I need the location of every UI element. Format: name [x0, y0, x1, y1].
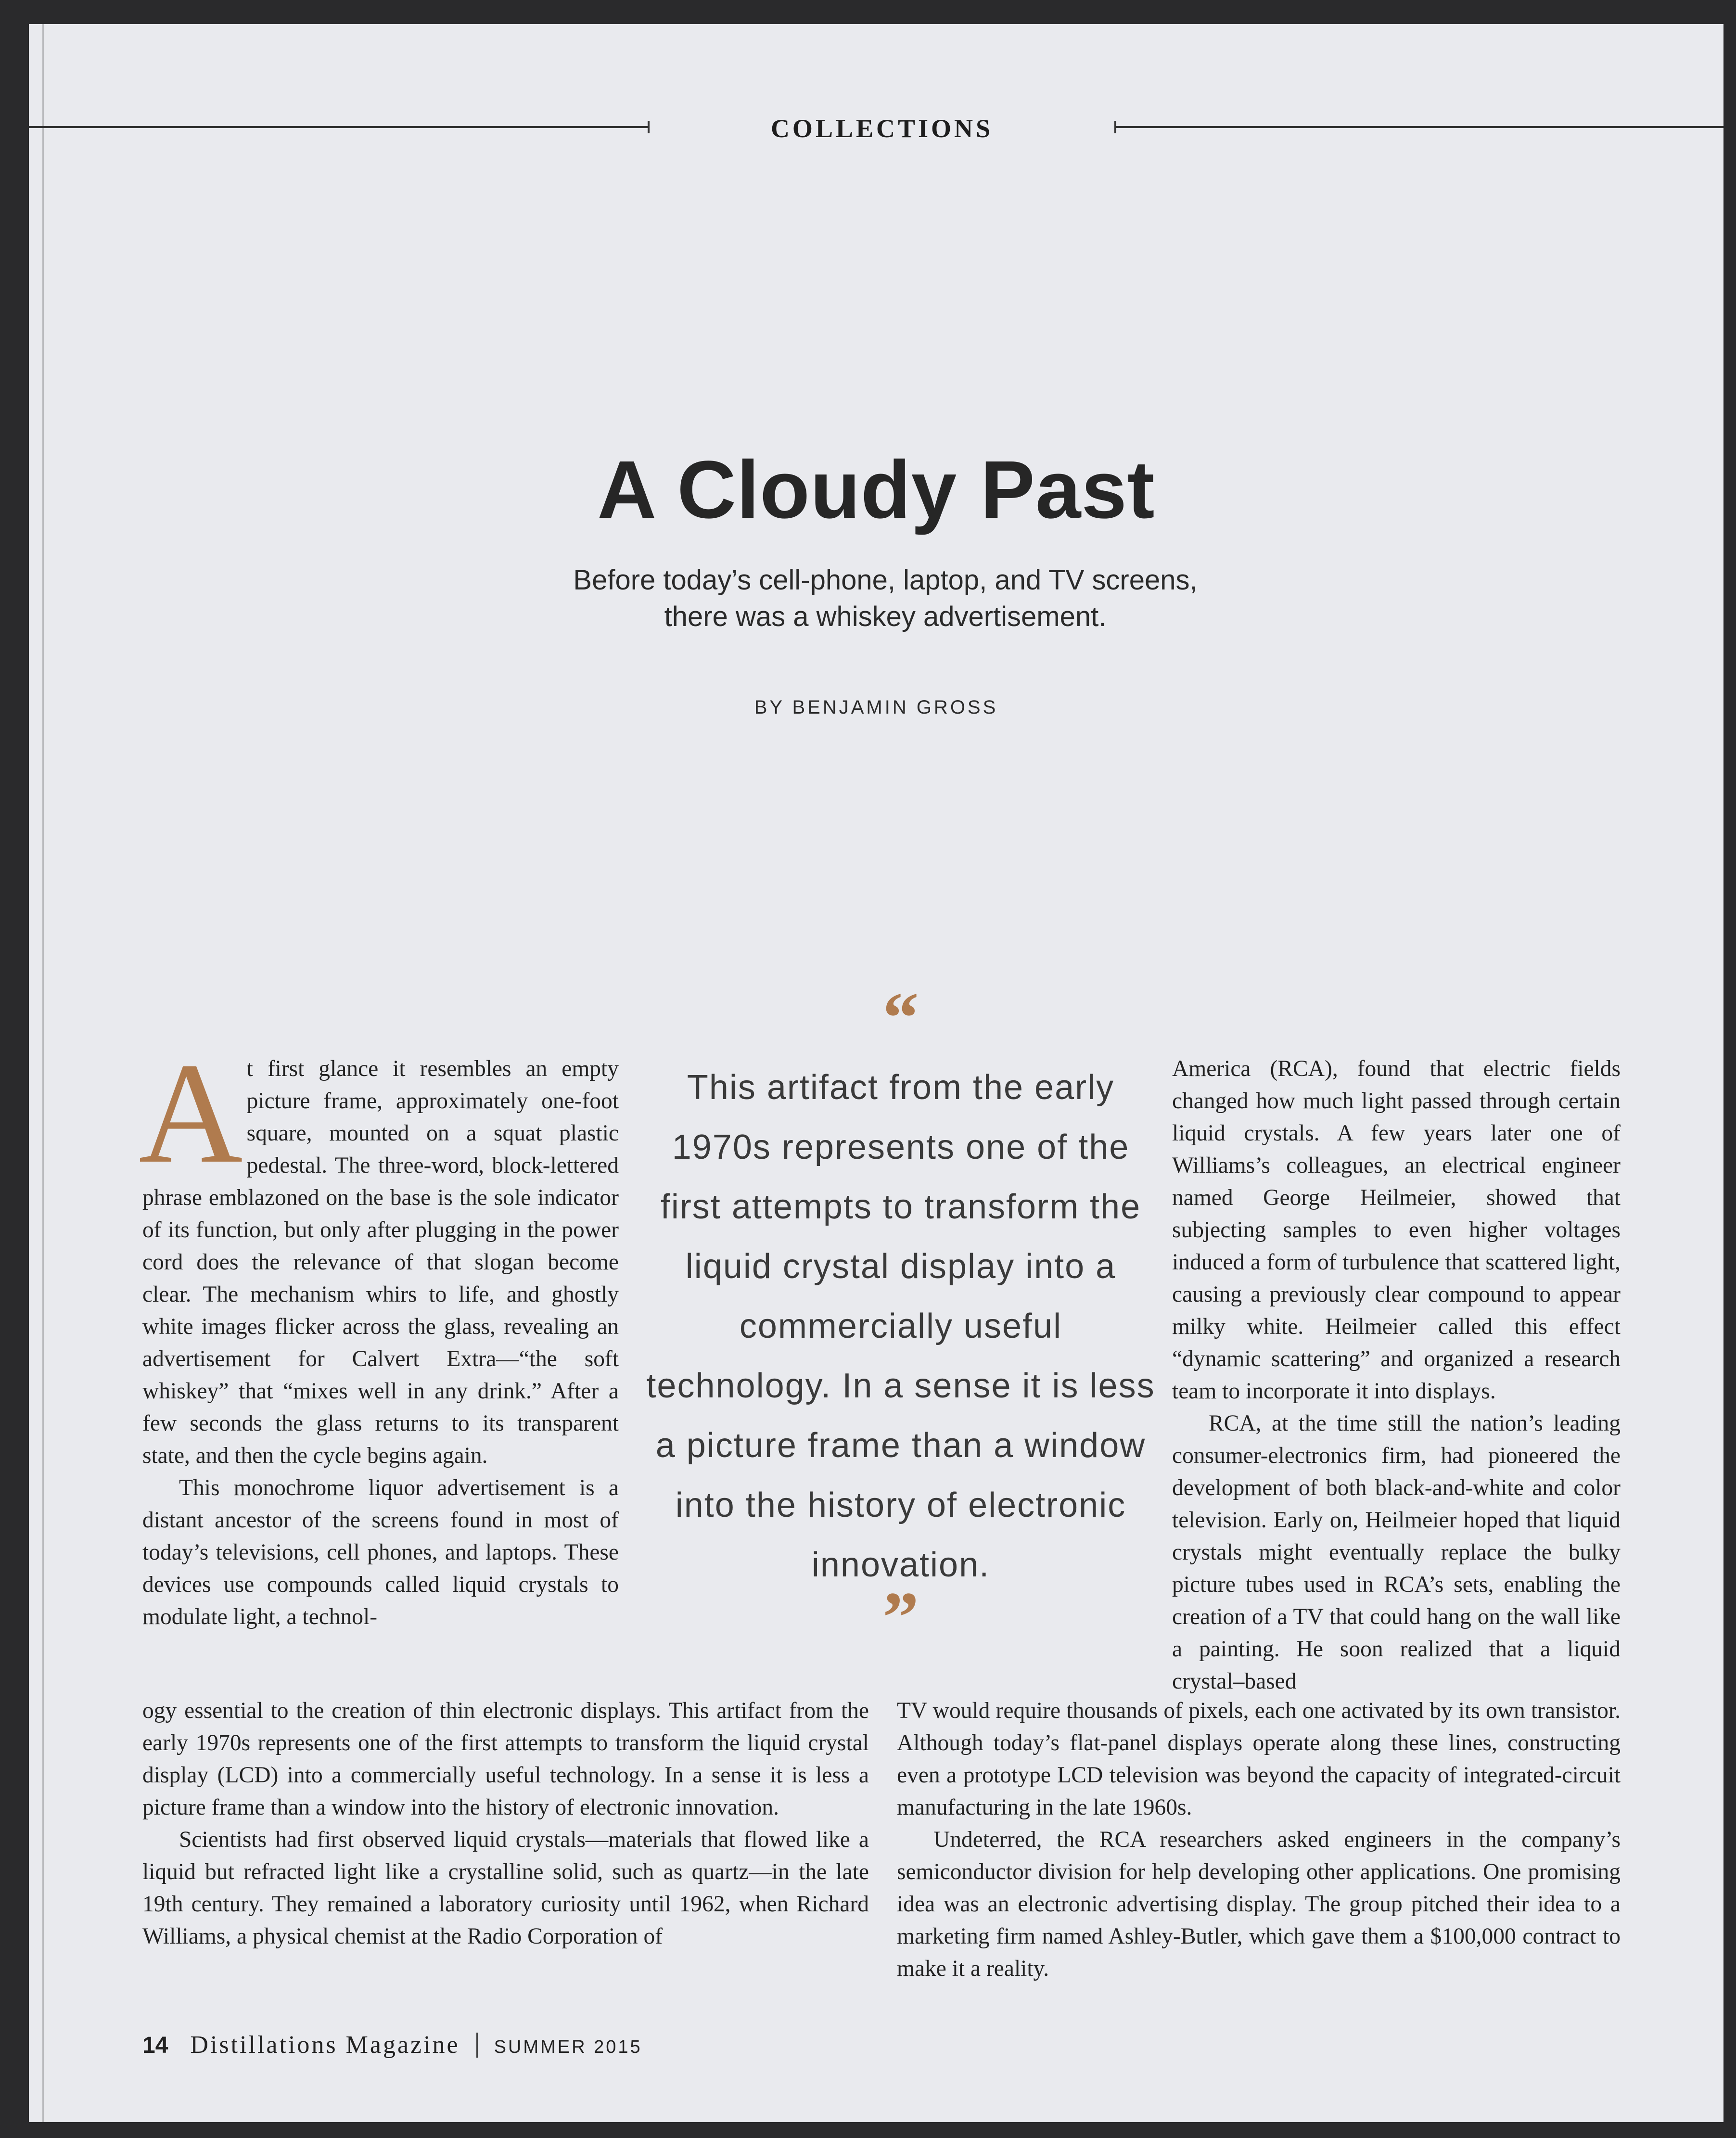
subtitle-line-2: there was a whiskey advertisement. — [664, 601, 1107, 632]
pullquote-close-mark: ” — [882, 1577, 919, 1657]
paragraph-4-continued: TV would require thousands of pixels, each one activated by its own transistor. Although today’s flat-panel displays operate along these lines, constructing even a prototype LCD television was beyond the capacity of integrated-circuit manufacturing in the late 1960s. — [897, 1698, 1621, 1820]
right-wide-column — [897, 1695, 1621, 1985]
byline: BY BENJAMIN GROSS — [754, 697, 998, 718]
page-edge — [42, 24, 44, 2122]
magazine-name: Distillations Magazine — [190, 2031, 460, 2059]
paragraph-2-start: This monochrome liquor advertisement is a distant ancestor of the screens found in most of today’s televisions, cell phones, and laptops. These devices use compounds called liquid crystals to modulate light, a technol- — [142, 1475, 619, 1629]
drop-cap: A — [139, 1033, 243, 1193]
paragraph-3-continued: America (RCA), found that electric fields changed how much light passed through certain liquid crystals. A few years later one of Williams’s colleagues, an electrical engineer named George Heilmeier, showed that subjecting samples to even higher voltages induced a form of turbulence that scattered light, causing a previously clear compound to appear milky white. Heilmeier called this effect “dynamic scattering” and organized a research team to incorporate it into displays. — [1172, 1056, 1621, 1404]
header-rule-left — [29, 126, 650, 128]
header-rule-right-tick — [1114, 121, 1116, 133]
left-column — [139, 1033, 619, 1633]
footer-divider — [476, 2033, 478, 2058]
pullquote-open-mark: “ — [882, 978, 919, 1058]
section-label: COLLECTIONS — [770, 114, 994, 143]
magazine-page — [29, 24, 1723, 2122]
paragraph-5: Undeterred, the RCA researchers asked engineers in the company’s semiconductor division for help developing other applications. One promising idea was an electronic advertising display. The group pitched their idea to a marketing firm named Ashley-Butler, which gave them a $100,000 contract to make it a reality. — [897, 1827, 1621, 1981]
subtitle-line-1: Before today’s cell-phone, laptop, and TV screens, — [573, 564, 1198, 596]
left-wide-column — [142, 1695, 869, 1953]
paragraph-3-start: Scientists had first observed liquid crystals—materials that flowed like a liquid but refracted light like a crystalline solid, such as quartz—in the late 19th century. They remained a laboratory curiosity until 1962, when Richard Williams, a physical chemist at the Radio Corporation of — [142, 1827, 869, 1949]
article-subtitle — [462, 562, 1309, 635]
paragraph-1-text: t first glance it resembles an empty picture frame, approximately one-foot square, mounted on a squat plastic pedestal. The three-word, block-lettered phrase emblazoned on the base is the sole indicator of its function, but only after plugging in the power cord does the relevance of that slogan become clear. The mechanism whirs to life, and ghostly white images flicker across the glass, revealing an advertisement for Calvert Extra—“the soft whiskey” that “mixes well in any drink.” After a few seconds the glass returns to its transparent state, and then the cycle begins again. — [142, 1056, 619, 1468]
paragraph-2-continued: ogy essential to the creation of thin electronic displays. This artifact from the early 1970s represents one of the first attempts to transform the liquid crystal display (LCD) into a commercially useful technology. In a sense it is less a picture frame than a window into the history of electronic innovation. — [142, 1698, 869, 1820]
pullquote-text: This artifact from the early 1970s represents one of the first attempts to transform the liquid crystal display into a commercially useful technology. In a sense it is less a picture frame than a window into the history of electronic innovation. — [646, 1068, 1155, 1584]
article-title: A Cloudy Past — [597, 444, 1155, 536]
paragraph-4-start: RCA, at the time still the nation’s leading consumer-electronics firm, had pioneered the development of both black-and-white and color television. Early on, Heilmeier hoped that liquid crystals might eventually replace the bulky picture tubes used in RCA’s sets, enabling the creation of a TV that could hang on the wall like a painting. He soon realized that a liquid crystal–based — [1172, 1411, 1621, 1694]
header-rule-right — [1114, 126, 1723, 128]
right-column — [1172, 1053, 1621, 1698]
issue-date: SUMMER 2015 — [494, 2037, 642, 2057]
page-number: 14 — [142, 2033, 168, 2058]
page-footer — [142, 2031, 642, 2059]
paragraph-1 — [139, 1033, 619, 1472]
